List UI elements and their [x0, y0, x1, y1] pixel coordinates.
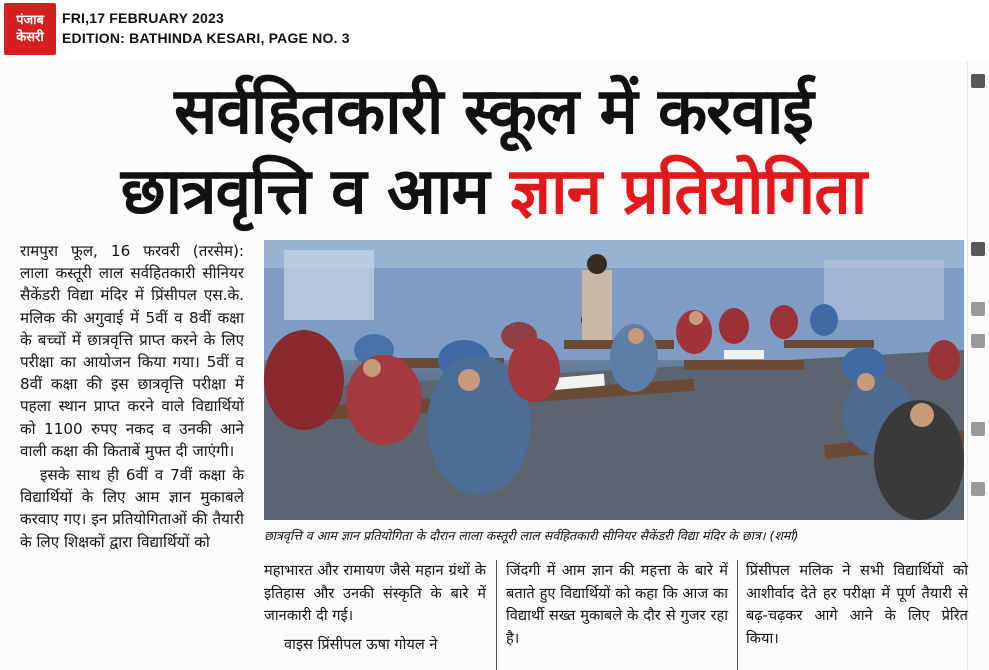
article-paragraph: इसके साथ ही 6वीं व 7वीं कक्षा के विद्यार्थियों के लिए आम ज्ञान मुकाबले करवाए गए। इन प्रतियोगिताओं की तैयारी के लिए शिक्षकों द्वारा विद्यार्थियों को: [20, 466, 244, 551]
article-column-4: [746, 560, 968, 650]
punjab-kesari-logo: [4, 3, 56, 55]
clip-header: [0, 0, 989, 62]
article-column-3: [506, 560, 728, 650]
publication-date: FRI,17 FEBRUARY 2023: [62, 10, 224, 26]
logo-line-1: पंजाब: [16, 13, 44, 28]
adjacent-article-edge: [967, 62, 989, 670]
classroom-illustration: [264, 240, 964, 520]
article-paragraph: जिंदगी में आम ज्ञान की महत्ता के बारे में बताते हुए विद्यार्थियों को कहा कि आज का विद्यार्थी सख्त मुकाबले के दौर से गुजर रहा है।: [506, 562, 728, 647]
headline-black-part: छात्रवृत्ति व आम: [120, 155, 511, 229]
column-divider: [496, 560, 497, 670]
article-paragraph: महाभारत और रामायण जैसे महान ग्रंथों के इतिहास और उनकी संस्कृति के बारे में जानकारी दी गई।: [264, 562, 486, 624]
headline-red-part: ज्ञान प्रतियोगिता: [510, 155, 867, 229]
edition-info: EDITION: BATHINDA KESARI, PAGE NO. 3: [62, 30, 350, 46]
article-column-2: [264, 560, 486, 656]
headline-line-2: [20, 150, 967, 234]
edge-text-fragment: [971, 74, 985, 88]
logo-line-2: केसरी: [16, 30, 44, 45]
photo-caption: छात्रवृत्ति व आम ज्ञान प्रतियोगिता के दौरान लाला कस्तूरी लाल सर्वहितकारी सीनियर सैकेंडरी विद्या मंदिर के छात्र। (शर्मा): [264, 528, 799, 543]
edge-text-fragment: [971, 422, 985, 436]
edge-text-fragment: [971, 302, 985, 316]
column-divider: [737, 560, 738, 670]
article-paragraph: प्रिंसीपल मलिक ने सभी विद्यार्थियों को आशीर्वाद देते हर परीक्षा में पूर्ण तैयारी से बढ़-चढ़कर आगे आने के लिए प्रेरित किया।: [746, 562, 968, 647]
edition-meta: [62, 8, 350, 48]
article-column-1: [20, 240, 244, 553]
edge-text-fragment: [971, 242, 985, 256]
headline-line-1: सर्वहितकारी स्कूल में करवाई: [174, 75, 813, 149]
classroom-photo: [264, 240, 964, 520]
edge-text-fragment: [971, 482, 985, 496]
edge-text-fragment: [971, 334, 985, 348]
article-paragraph: वाइस प्रिंसीपल ऊषा गोयल ने: [284, 635, 438, 653]
article-paragraph: रामपुरा फूल, 16 फरवरी (तरसेम): लाला कस्तूरी लाल सर्वहितकारी सीनियर सैकेंडरी विद्या मंदिर में प्रिंसीपल एस.के. मलिक की अगुवाई में 5वीं व 8वीं कक्षा के बच्चों में छात्रवृत्ति प्राप्त करने के लिए परीक्षा का आयोजन किया गया। 5वीं व 8वीं कक्षा की इस छात्रवृत्ति परीक्षा में पहला स्थान प्राप्त करने वाले विद्यार्थियों को 1100 रुपए नकद व उनकी आने वाली कक्षा की किताबें मुफ्त दी जाएंगी।: [20, 242, 244, 460]
